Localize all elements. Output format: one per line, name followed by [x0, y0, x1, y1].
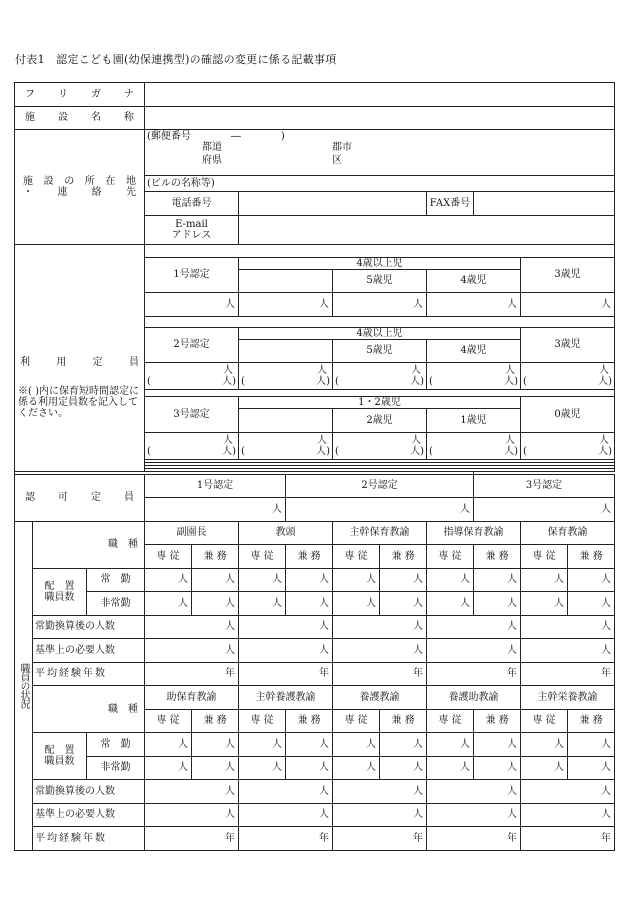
- cell[interactable]: 人: [568, 592, 615, 616]
- cell[interactable]: 人: [145, 639, 239, 663]
- part-job-header: 兼 務: [380, 709, 427, 733]
- postal-code-label: (郵便番号 ― ): [147, 131, 285, 142]
- full-time-header: 専 従: [333, 545, 380, 569]
- cell[interactable]: 人: [333, 733, 380, 757]
- full-time-header: 専 従: [521, 709, 568, 733]
- cell[interactable]: 人: [286, 733, 333, 757]
- age4-label-2: 4歳児: [427, 339, 521, 363]
- cert2-age4plus[interactable]: 人 ( 人): [239, 363, 333, 390]
- non-regular-label-1: 非常勤: [87, 592, 145, 616]
- cell[interactable]: 年: [333, 662, 427, 686]
- approved-cert3[interactable]: 人: [474, 498, 615, 522]
- cell[interactable]: 人: [333, 803, 427, 827]
- full-time-header: 専 従: [427, 709, 474, 733]
- cell[interactable]: 人: [427, 803, 521, 827]
- cell[interactable]: 人: [427, 615, 521, 639]
- cell[interactable]: 人: [568, 568, 615, 592]
- approved-capacity-label: 認 可 定 員: [15, 474, 145, 521]
- capacity-cell: [15, 244, 145, 471]
- cell[interactable]: 人: [286, 756, 333, 780]
- regular-label-2: 常 勤: [87, 733, 145, 757]
- cell[interactable]: 人: [333, 615, 427, 639]
- cell[interactable]: 年: [521, 662, 615, 686]
- prefecture-label-1: 都道: [202, 142, 222, 153]
- part-job-header: 兼 務: [474, 709, 521, 733]
- cell[interactable]: 人: [568, 733, 615, 757]
- cell[interactable]: 人: [333, 568, 380, 592]
- age0-label: 0歳児: [521, 397, 615, 433]
- cell[interactable]: 人: [239, 568, 286, 592]
- cell[interactable]: 人: [568, 756, 615, 780]
- cell[interactable]: 人: [427, 568, 474, 592]
- part-job-header: 兼 務: [380, 545, 427, 569]
- cell[interactable]: 人: [521, 756, 568, 780]
- age5-label-1: 5歳児: [333, 269, 427, 293]
- cell[interactable]: 人: [474, 568, 521, 592]
- part-job-header: 兼 務: [192, 709, 239, 733]
- phone-input[interactable]: [239, 192, 427, 216]
- cell[interactable]: 人: [239, 803, 333, 827]
- full-time-header: 専 従: [145, 709, 192, 733]
- cell[interactable]: 人: [521, 733, 568, 757]
- job2-2: 養護教諭: [333, 686, 427, 710]
- cert3-total[interactable]: 人 ( 人): [145, 432, 239, 459]
- cell[interactable]: 人: [521, 615, 615, 639]
- cell[interactable]: 人: [333, 756, 380, 780]
- cell[interactable]: 人: [521, 780, 615, 804]
- job2-3: 養護助教諭: [427, 686, 521, 710]
- cert2-age5[interactable]: 人 ( 人): [333, 363, 427, 390]
- facility-name-label: 施 設 名 称: [15, 106, 145, 130]
- cell[interactable]: 人: [145, 592, 192, 616]
- cell[interactable]: 人: [474, 592, 521, 616]
- cell[interactable]: 人: [145, 568, 192, 592]
- full-time-header: 専 従: [239, 709, 286, 733]
- approved-cert1[interactable]: 人: [145, 498, 286, 522]
- job-type-label-1: 職 種: [33, 521, 145, 568]
- regular-label-1: 常 勤: [87, 568, 145, 592]
- email-input[interactable]: [239, 215, 615, 244]
- job-type-label-2: 職 種: [33, 686, 145, 733]
- non-regular-label-2: 非常勤: [87, 756, 145, 780]
- cell[interactable]: 人: [474, 756, 521, 780]
- cell[interactable]: 人: [145, 756, 192, 780]
- cell[interactable]: 人: [239, 733, 286, 757]
- prefecture-label-2: 府県: [202, 155, 222, 166]
- cell[interactable]: 人: [239, 615, 333, 639]
- job2-1: 主幹養護教諭: [239, 686, 333, 710]
- avg-years-label-1: 平均経験年数: [33, 662, 145, 686]
- part-job-header: 兼 務: [474, 545, 521, 569]
- cert1-age4plus[interactable]: 人: [239, 293, 333, 317]
- address-input[interactable]: [145, 130, 615, 176]
- cert1-age4[interactable]: 人: [427, 293, 521, 317]
- capacity-label: 利 用 定 員: [20, 356, 139, 368]
- job1-4: 保育教諭: [521, 521, 615, 545]
- cell[interactable]: 人: [192, 592, 239, 616]
- placement-label-2: 配 置 職員数: [33, 733, 87, 780]
- facility-name-input[interactable]: [145, 106, 615, 130]
- cell[interactable]: 人: [145, 615, 239, 639]
- placement-label-1: 配 置 職員数: [33, 568, 87, 615]
- cell[interactable]: 人: [333, 592, 380, 616]
- fax-label: FAX番号: [427, 192, 474, 216]
- cell[interactable]: 人: [521, 592, 568, 616]
- cell[interactable]: 人: [380, 756, 427, 780]
- cell[interactable]: 人: [521, 639, 615, 663]
- cell[interactable]: 人: [192, 568, 239, 592]
- cert1-total[interactable]: 人: [145, 293, 239, 317]
- required-label-1: 基準上の必要人数: [33, 639, 145, 663]
- cert2-label: 2号認定: [145, 327, 239, 363]
- cell[interactable]: 人: [380, 733, 427, 757]
- fte-label-2: 常勤換算後の人数: [33, 780, 145, 804]
- city-label-2: 区: [332, 155, 342, 166]
- full-time-header: 専 従: [239, 545, 286, 569]
- cell[interactable]: 人: [474, 733, 521, 757]
- part-job-header: 兼 務: [568, 709, 615, 733]
- required-label-2: 基準上の必要人数: [33, 803, 145, 827]
- cell[interactable]: 人: [192, 756, 239, 780]
- job1-2: 主幹保育教諭: [333, 521, 427, 545]
- part-job-header: 兼 務: [568, 545, 615, 569]
- full-time-header: 専 従: [427, 545, 474, 569]
- approved-cert1-label: 1号認定: [145, 474, 286, 498]
- cell[interactable]: 年: [145, 662, 239, 686]
- full-time-header: 専 従: [521, 545, 568, 569]
- cell[interactable]: 人: [380, 568, 427, 592]
- cell[interactable]: 人: [239, 756, 286, 780]
- part-job-header: 兼 務: [192, 545, 239, 569]
- avg-years-label-2: 平均経験年数: [33, 827, 145, 851]
- cert3-age2[interactable]: 人 ( 人): [333, 432, 427, 459]
- cert3-age1[interactable]: 人 ( 人): [427, 432, 521, 459]
- cert3-age12[interactable]: 人 ( 人): [239, 432, 333, 459]
- application-form-table: [14, 82, 615, 851]
- cert2-age4[interactable]: 人 ( 人): [427, 363, 521, 390]
- cell[interactable]: 人: [239, 592, 286, 616]
- cell[interactable]: 年: [427, 662, 521, 686]
- approved-cert2-label: 2号認定: [286, 474, 474, 498]
- full-time-header: 専 従: [145, 545, 192, 569]
- age4plus-label-1: 4歳以上児: [239, 257, 521, 269]
- furigana-input[interactable]: [145, 83, 615, 107]
- cell[interactable]: 人: [427, 592, 474, 616]
- cell[interactable]: 人: [239, 639, 333, 663]
- cert2-total[interactable]: 人 ( 人): [145, 363, 239, 390]
- age1-label: 1歳児: [427, 409, 521, 433]
- age2-label: 2歳児: [333, 409, 427, 433]
- cell[interactable]: 年: [145, 827, 239, 851]
- job1-0: 副園長: [145, 521, 239, 545]
- cell[interactable]: 人: [239, 780, 333, 804]
- age3-label-1: 3歳児: [521, 257, 615, 293]
- cell[interactable]: 人: [286, 592, 333, 616]
- capacity-note: ※( )内に保育短時間認定に係る利用定員数を記入してください。: [18, 385, 139, 419]
- age4-label-1: 4歳児: [427, 269, 521, 293]
- cell[interactable]: 人: [521, 803, 615, 827]
- cell[interactable]: 人: [521, 568, 568, 592]
- city-label-1: 郡市: [332, 142, 352, 153]
- job1-3: 指導保育教諭: [427, 521, 521, 545]
- cell[interactable]: 年: [239, 827, 333, 851]
- job2-0: 助保育教諭: [145, 686, 239, 710]
- age4plus-label-2: 4歳以上児: [239, 327, 521, 339]
- cell[interactable]: 人: [192, 733, 239, 757]
- cell[interactable]: 年: [427, 827, 521, 851]
- fte-label-1: 常勤換算後の人数: [33, 615, 145, 639]
- cell[interactable]: 人: [145, 780, 239, 804]
- address-label: 施 設 の 所 在 地 ・ 連 絡 先: [15, 130, 145, 245]
- cell[interactable]: 人: [286, 568, 333, 592]
- cell[interactable]: 年: [239, 662, 333, 686]
- phone-label: 電話番号: [145, 192, 239, 216]
- building-name-input[interactable]: [145, 176, 615, 192]
- cell[interactable]: 年: [333, 827, 427, 851]
- cell[interactable]: 人: [427, 780, 521, 804]
- cert2-age3[interactable]: 人 ( 人): [521, 363, 615, 390]
- cell[interactable]: 人: [427, 733, 474, 757]
- cell[interactable]: 人: [427, 756, 474, 780]
- fax-input[interactable]: [474, 192, 615, 216]
- cert1-age3[interactable]: 人: [521, 293, 615, 317]
- cell[interactable]: 人: [380, 592, 427, 616]
- cell[interactable]: 人: [333, 639, 427, 663]
- cert3-age0[interactable]: 人 ( 人): [521, 432, 615, 459]
- part-job-header: 兼 務: [286, 545, 333, 569]
- page-title: 付表1 認定こども園(幼保連携型)の確認の変更に係る記載事項: [15, 53, 337, 66]
- cert3-label: 3号認定: [145, 397, 239, 433]
- approved-cert3-label: 3号認定: [474, 474, 615, 498]
- email-label: E-mail アドレス: [145, 215, 239, 244]
- job1-1: 教頭: [239, 521, 333, 545]
- cell[interactable]: 年: [521, 827, 615, 851]
- cert1-age5[interactable]: 人: [333, 293, 427, 317]
- age3-label-2: 3歳児: [521, 327, 615, 363]
- cell[interactable]: 人: [145, 803, 239, 827]
- full-time-header: 専 従: [333, 709, 380, 733]
- part-job-header: 兼 務: [286, 709, 333, 733]
- cell[interactable]: 人: [427, 639, 521, 663]
- staff-status-label: 職員の状況: [15, 521, 33, 850]
- age12-label: 1・2歳児: [239, 397, 521, 409]
- age5-label-2: 5歳児: [333, 339, 427, 363]
- cell[interactable]: 人: [333, 780, 427, 804]
- building-name-label: (ビルの名称等): [147, 178, 215, 189]
- job2-4: 主幹栄養教諭: [521, 686, 615, 710]
- furigana-label: フ リ ガ ナ: [15, 83, 145, 107]
- cert1-label: 1号認定: [145, 257, 239, 293]
- cell[interactable]: 人: [145, 733, 192, 757]
- approved-cert2[interactable]: 人: [286, 498, 474, 522]
